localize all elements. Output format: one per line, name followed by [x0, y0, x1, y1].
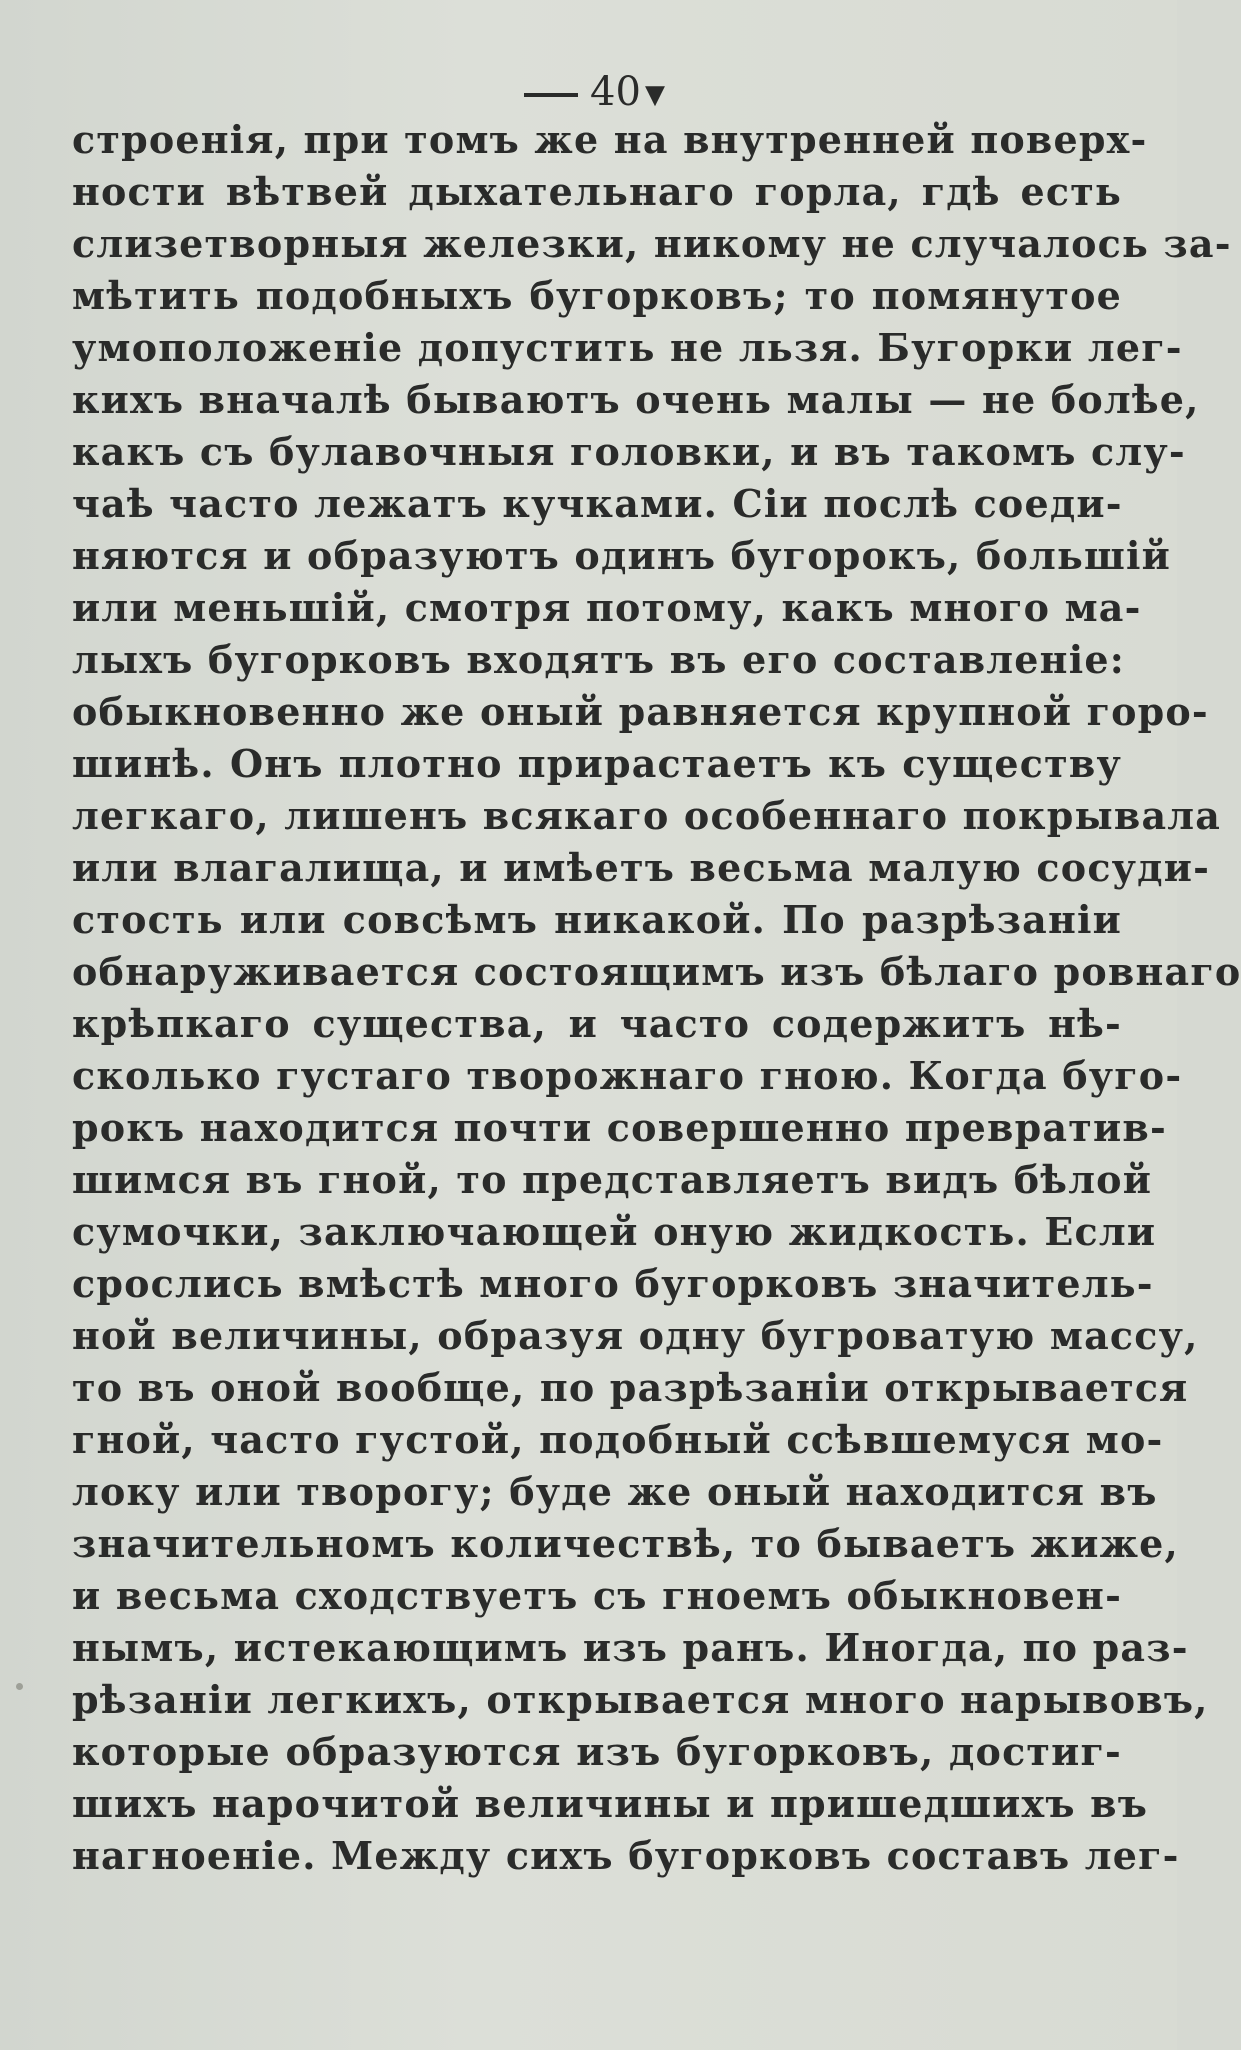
text-line: и весьма сходствуетъ съ гноемъ обыкновен-: [72, 1573, 1123, 1618]
text-line: какъ съ булавочныя головки, и въ такомъ слу-: [72, 429, 1186, 474]
text-line: шимся въ гной, то представляетъ видъ бѣлой: [72, 1157, 1153, 1202]
text-line: нымъ, истекающимъ изъ ранъ. Иногда, по раз-: [72, 1625, 1189, 1670]
text-line: локу или творогу; буде же оный находится въ: [72, 1469, 1158, 1514]
text-line: ной величины, образуя одну бугроватую массу,: [72, 1313, 1199, 1358]
text-line: кихъ вначалѣ бываютъ очень малы — не болѣе,: [72, 377, 1200, 422]
text-line: которые образуются изъ бугорковъ, достиг-: [72, 1729, 1122, 1774]
text-line: то въ оной вообще, по разрѣзаніи открывается: [72, 1365, 1189, 1410]
text-line: легкаго, лишенъ всякаго особеннаго покрывала: [72, 793, 1222, 838]
text-line: ности вѣтвей дыхательнаго горла, гдѣ есть: [72, 169, 1122, 214]
text-line: лыхъ бугорковъ входятъ въ его составленіе:: [72, 637, 1125, 682]
text-line: гной, часто густой, подобный ссѣвшемуся мо-: [72, 1417, 1164, 1462]
text-line: строенія, при томъ же на внутренней поверх-: [72, 117, 1148, 162]
text-line: обыкновенно же оный равняется крупной горо-: [72, 689, 1209, 734]
paper-speck: [1128, 350, 1132, 354]
text-line: срослись вмѣстѣ много бугорковъ значитель-: [72, 1261, 1154, 1306]
text-line: шинѣ. Онъ плотно прирастаетъ къ существу: [72, 741, 1122, 786]
text-line: няются и образуютъ одинъ бугорокъ, большій: [72, 533, 1172, 578]
text-line: или влагалища, и имѣетъ весьма малую сосуди-: [72, 845, 1211, 890]
text-line: сколько густаго творожнаго гною. Когда буго-: [72, 1053, 1183, 1098]
text-line: слизетворныя железки, никому не случалось за-: [72, 221, 1232, 266]
text-line: крѣпкаго существа, и часто содержитъ нѣ-: [72, 1001, 1122, 1046]
header-left-dash: [524, 93, 578, 97]
text-line: обнаруживается состоящимъ изъ бѣлаго ровнаго: [72, 949, 1241, 994]
paper-speck: [16, 1683, 23, 1690]
page-header: [0, 69, 1177, 115]
text-line: значительномъ количествѣ, то бываетъ жиже,: [72, 1521, 1179, 1566]
text-line: чаѣ часто лежатъ кучками. Сіи послѣ соеди-: [72, 481, 1123, 526]
text-line: стость или совсѣмъ никакой. По разрѣзаніи: [72, 897, 1122, 942]
header-ornament-icon: ▼: [644, 80, 665, 110]
text-line: или меньшій, смотря потому, какъ много ма-: [72, 585, 1142, 630]
text-line: рѣзаніи легкихъ, открывается много нарывовъ,: [72, 1677, 1209, 1722]
text-line: рокъ находится почти совершенно превратив-: [72, 1105, 1167, 1150]
page-body-text: [72, 114, 1241, 1882]
text-line: нагноеніе. Между сихъ бугорковъ составъ лег-: [72, 1833, 1180, 1878]
text-line: мѣтить подобныхъ бугорковъ; то помянутое: [72, 273, 1122, 318]
page-number: 40: [590, 69, 641, 115]
text-line: сумочки, заключающей оную жидкость. Если: [72, 1209, 1157, 1254]
text-line: шихъ нарочитой величины и пришедшихъ въ: [72, 1781, 1149, 1826]
text-line: умоположеніе допустить не льзя. Бугорки лег-: [72, 325, 1183, 370]
